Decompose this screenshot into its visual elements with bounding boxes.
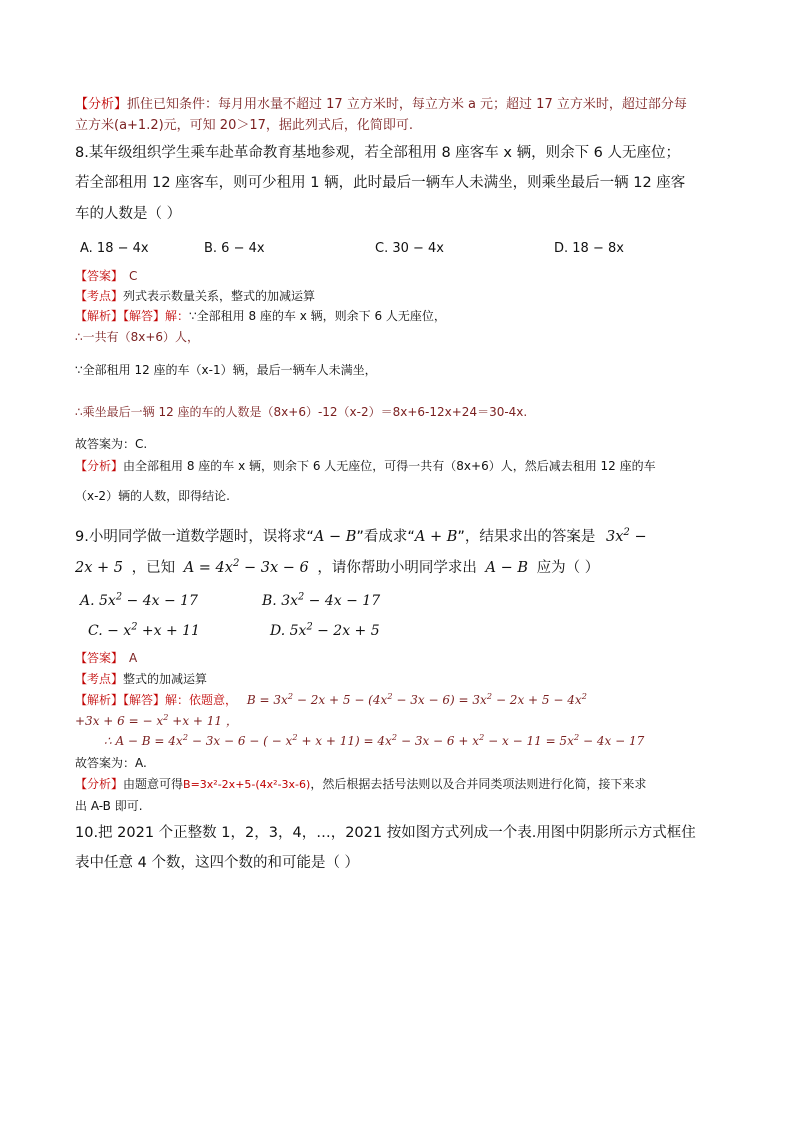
q9-topic-label: 【考点】 (75, 672, 124, 686)
q8-solution-label: 【解析】【解答】解： (75, 309, 190, 323)
q9-sol2-a: +3x + 6 = − x (75, 714, 164, 728)
q8-option-d[interactable]: D. 18 − 8x (554, 241, 624, 256)
q9-option-a[interactable] (80, 591, 198, 609)
q9-solution-line-1 (75, 691, 587, 707)
q9-option-c-tail: +x + 11 (137, 623, 200, 639)
q8-topic-value: 列式表示数量关系，整式的加减运算 (123, 289, 316, 303)
q9-option-b-head: B. 3x (262, 593, 298, 609)
q8-stem-line-1: 8.某年级组织学生乘车赴革命教育基地参观，若全部租用 8 座客车 x 辆，则余下 6 人无座位； (75, 145, 681, 161)
q9-expr-a-def-tail: − 3x − 6 (239, 560, 309, 576)
q9-option-b-sq: 2 (298, 591, 305, 603)
q9-solution-label: 【解析】【解答】解：依题意， (75, 693, 238, 707)
q8-analysis-line-1 (75, 460, 656, 472)
q8-solution-line-2: ∴一共有（8x+6）人， (75, 330, 200, 344)
q8-topic-line (75, 290, 315, 302)
q8-answer-line (75, 270, 137, 282)
q9-sq-2: 2 (232, 558, 240, 570)
q8-stem-line-3: 车的人数是（ ） (75, 206, 182, 222)
q9-analysis-line-1 (75, 778, 646, 790)
q8-stem-line-2: 若全部租用 12 座客车，则可少租用 1 辆，此时最后一辆车人未满坐，则乘坐最后一辆 12 座客 (75, 175, 686, 191)
q7-analysis-text: 抓住已知条件：每月用水量不超过 17 立方米时，每立方米 a 元；超过 17 立方米时，超过部分每 (127, 97, 687, 112)
q8-answer-label: 【答案】 (75, 269, 124, 283)
q9-option-b[interactable] (262, 591, 381, 609)
q9-topic-value: 整式的加减运算 (123, 672, 208, 686)
q9-solution-line-3 (104, 732, 645, 748)
q9-sol3-sq2: 2 (292, 732, 298, 742)
q9-expr-a-def-head: A = 4x (183, 560, 233, 576)
q8-answer-value: C (129, 269, 138, 283)
q9-sol1-a: B = 3x (246, 693, 288, 707)
q8-solution-line-1 (75, 310, 446, 322)
q9-stem-line-2 (75, 558, 600, 576)
q9-stem-help: ，请你帮助小明同学求出 (317, 560, 477, 576)
q9-stem-should-be: 应为（ ） (536, 560, 600, 576)
q10-stem-line-2: 表中任意 4 个数，这四个数的和可能是（ ） (75, 855, 360, 871)
q9-stem-known: ，已知 (131, 560, 176, 576)
q9-option-c-sq: 2 (131, 621, 138, 633)
q7-analysis-label: 【分析】 (75, 97, 128, 112)
q8-option-a[interactable]: A. 18 − 4x (80, 241, 149, 256)
q9-analysis-line-2: 出 A-B 即可. (75, 799, 143, 813)
q9-answer-line (75, 652, 137, 664)
q8-analysis-text: 由全部租用 8 座的车 x 辆，则余下 6 人无座位，可得一共有（8x+6）人，然后减去租用 12 座的车 (123, 459, 656, 473)
q9-expr-answer-base: 3x (606, 529, 624, 545)
q9-option-b-tail: − 4x − 17 (304, 593, 381, 609)
q9-stem-text-c: ”，结果求出的答案是 (457, 529, 596, 545)
q9-option-d-tail: − 2x + 5 (312, 623, 380, 639)
q9-sol3-d: − 3x − 6 + x (397, 734, 479, 748)
q9-answer-value: A (129, 651, 138, 665)
q9-stem-text-b: ”看成求“ (356, 529, 415, 545)
q9-expr-tail: 2x + 5 (75, 560, 123, 576)
q9-stem-text-a: 9.小明同学做一道数学题时，误将求“ (75, 529, 314, 545)
q9-option-c-head: C. − x (88, 623, 132, 639)
q9-expr-a-minus-b-2: A − B (485, 560, 529, 576)
q9-conclusion: 故答案为：A. (75, 756, 147, 770)
q9-option-a-sq: 2 (115, 591, 123, 603)
q9-sol2-b: +x + 11 ， (168, 714, 238, 728)
q9-expr-answer-tail: − (629, 529, 647, 545)
q9-analysis-text-c: ，然后根据去括号法则以及合并同类项法则进行化简，接下来求 (310, 777, 647, 791)
q7-analysis-line-2: 立方米(a+1.2)元，可知 20＞17，据此列式后，化简即可. (75, 118, 414, 133)
q9-option-d-head: D. 5x (270, 623, 307, 639)
q8-topic-label: 【考点】 (75, 289, 124, 303)
q9-sol1-sq4: 2 (581, 691, 587, 701)
q8-analysis-line-2: （x-2）辆的人数，即得结论. (75, 489, 230, 503)
q9-sol3-e: − x − 11 = 5x (484, 734, 574, 748)
q9-option-a-head: A. 5x (80, 593, 116, 609)
q7-analysis-line-1 (75, 98, 687, 111)
q9-option-c[interactable] (88, 621, 200, 639)
q9-expr-a-plus-b: A + B (414, 529, 458, 545)
q8-solution-line-4: ∴乘坐最后一辆 12 座的车的人数是（8x+6）-12（x-2）＝8x+6-12x+24＝30-4x. (75, 405, 528, 419)
q8-analysis-label: 【分析】 (75, 459, 124, 473)
q9-sol1-sq3: 2 (486, 691, 493, 701)
q9-sol1-sq2: 2 (387, 691, 393, 701)
q10-stem-line-1: 10.把 2021 个正整数 1，2，3，4，…，2021 按如图方式列成一个表.用图中阴影所示方式框住 (75, 825, 696, 841)
q9-solution-expr-1 (247, 693, 587, 707)
q9-answer-label: 【答案】 (75, 651, 124, 665)
q8-solution-line-3: ∵全部租用 12 座的车（x-1）辆，最后一辆车人未满坐， (75, 363, 377, 377)
q9-sol1-d: − 2x + 5 − 4x (492, 693, 582, 707)
q9-sol1-b: − 2x + 5 − (4x (293, 693, 388, 707)
q9-expr-a-minus-b: A − B (313, 529, 357, 545)
q9-expr-a-def (184, 560, 309, 576)
q9-sol3-b: − 3x − 6 − ( − x (188, 734, 293, 748)
q9-solution-line-2 (75, 712, 238, 728)
q9-sol2-sq: 2 (163, 712, 169, 722)
q9-stem-line-1 (75, 527, 647, 545)
q9-option-d-sq: 2 (306, 621, 313, 633)
q8-option-c[interactable]: C. 30 − 4x (375, 241, 445, 256)
q9-sol3-c: + x + 11) = 4x (297, 734, 392, 748)
q8-conclusion: 故答案为：C. (75, 437, 148, 451)
q9-sol3-a: ∴ A − B = 4x (104, 734, 183, 748)
q9-analysis-formula: B=3x²-2x+5-(4x²-3x-6) (183, 778, 311, 791)
q9-sol3-sq4: 2 (479, 732, 485, 742)
q9-sol1-sq1: 2 (287, 691, 294, 701)
q9-sol3-sq3: 2 (391, 732, 398, 742)
q9-sol3-sq5: 2 (573, 732, 580, 742)
q9-option-d[interactable] (270, 621, 380, 639)
q9-sol3-sq1: 2 (182, 732, 189, 742)
q8-solution-text-1: ∵全部租用 8 座的车 x 辆，则余下 6 人无座位， (189, 309, 446, 323)
q8-option-b[interactable]: B. 6 − 4x (204, 241, 265, 256)
q9-sq: 2 (623, 527, 630, 539)
q9-option-a-tail: − 4x − 17 (122, 593, 198, 609)
q9-sol1-c: − 3x − 6) = 3x (392, 693, 487, 707)
q9-topic-line (75, 673, 207, 685)
q9-analysis-text-a: 由题意可得 (123, 777, 184, 791)
q9-analysis-label: 【分析】 (75, 777, 124, 791)
q9-sol3-f: − 4x − 17 (579, 734, 645, 748)
q9-expr-answer (606, 529, 647, 545)
